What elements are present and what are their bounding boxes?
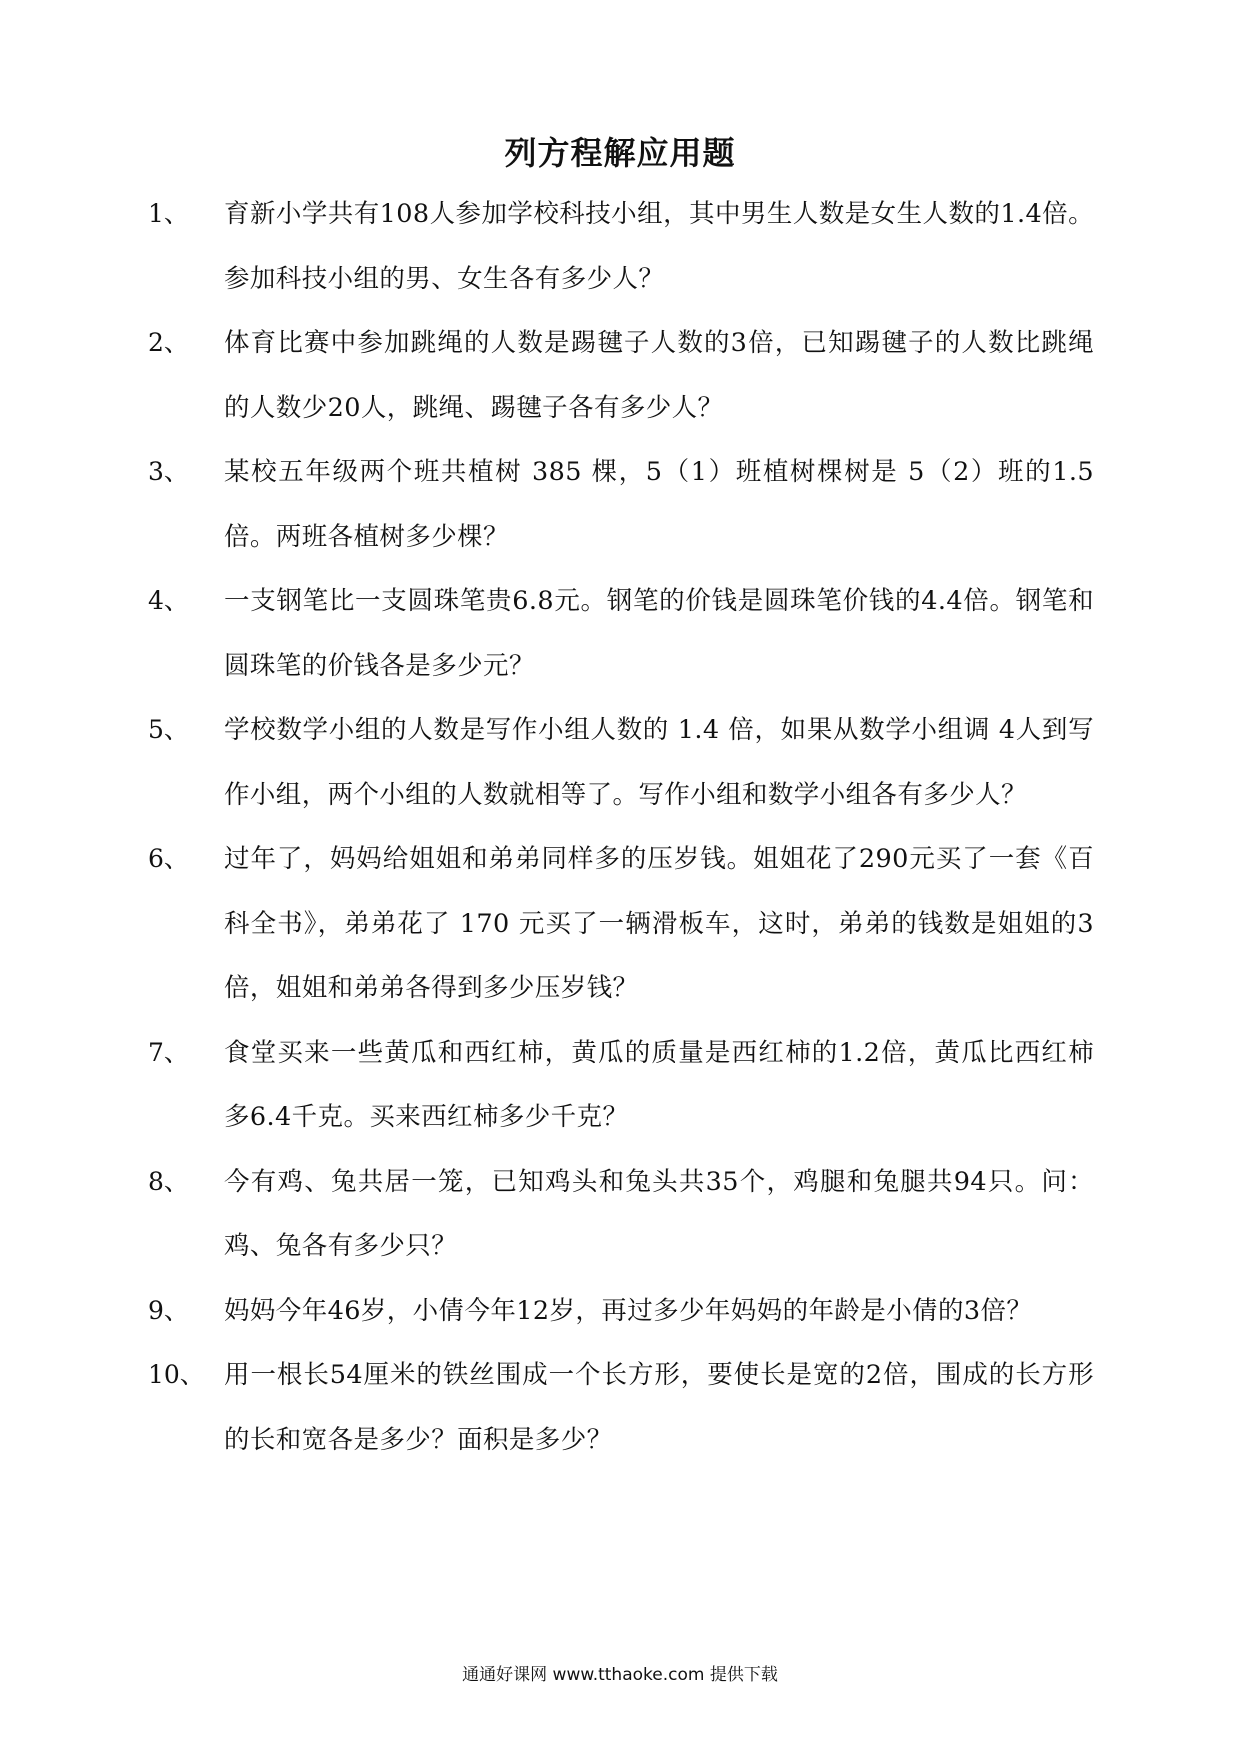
footer-source-note: 通通好课网 www.tthaoke.com 提供下载: [462, 1665, 778, 1685]
problem-text: 用一根长54厘米的铁丝围成一个长方形，要使长是宽的2倍，围成的长方形的长和宽各是多少？面积是多少？: [224, 1360, 1094, 1455]
problem-text: 妈妈今年46岁，小倩今年12岁，再过多少年妈妈的年龄是小倩的3倍？: [224, 1295, 1033, 1326]
problem-number: 4、: [148, 586, 189, 615]
problem-number: 3、: [148, 457, 189, 486]
problem-text: 一支钢笔比一支圆珠笔贵6.8元。钢笔的价钱是圆珠笔价钱的4.4倍。钢笔和圆珠笔的价钱各是多少元？: [224, 586, 1094, 681]
problem-text: 学校数学小组的人数是写作小组人数的 1.4 倍，如果从数学小组调 4人到写作小组，两个小组的人数就相等了。写作小组和数学小组各有多少人？: [224, 715, 1094, 810]
problem-number: 7、: [148, 1037, 189, 1067]
problem-item: [0, 440, 1240, 569]
problem-item: [0, 311, 1240, 440]
problem-number: 9、: [148, 1295, 189, 1325]
problem-item: [0, 182, 1240, 311]
problem-number: 2、: [148, 328, 189, 357]
problem-item: [0, 1343, 1240, 1472]
problem-item: [0, 698, 1240, 827]
problem-number: 5、: [148, 715, 189, 744]
problem-text: 某校五年级两个班共植树 385 棵，5（1）班植树棵树是 5（2）班的1.5倍。两班各植树多少棵？: [224, 457, 1094, 552]
problem-text: 过年了，妈妈给姐姐和弟弟同样多的压岁钱。姐姐花了290元买了一套《百科全书》，弟弟花了 170 元买了一辆滑板车，这时，弟弟的钱数是姐姐的3倍，姐姐和弟弟各得到多少压岁钱？: [224, 844, 1094, 1003]
problem-number: 6、: [148, 844, 189, 873]
problem-number: 10、: [148, 1360, 205, 1389]
page-title: 列方程解应用题: [504, 134, 736, 172]
problem-list: [0, 182, 1240, 1472]
problem-item: [0, 569, 1240, 698]
problem-number: 8、: [148, 1166, 189, 1196]
problem-item: [0, 827, 1240, 1021]
problem-text: 育新小学共有108人参加学校科技小组，其中男生人数是女生人数的1.4倍。参加科技小组的男、女生各有多少人？: [224, 199, 1094, 294]
problem-text: 体育比赛中参加跳绳的人数是踢毽子人数的3倍，已知踢毽子的人数比跳绳的人数少20人，跳绳、踢毽子各有多少人？: [224, 328, 1094, 423]
problem-text: 食堂买来一些黄瓜和西红柿，黄瓜的质量是西红柿的1.2倍，黄瓜比西红柿多6.4千克。买来西红柿多少千克？: [224, 1037, 1094, 1132]
problem-item: [0, 1021, 1240, 1150]
problem-number: 1、: [148, 199, 189, 228]
problem-item: [0, 1279, 1240, 1344]
problem-text: 今有鸡、兔共居一笼，已知鸡头和兔头共35个，鸡腿和兔腿共94只。问：鸡、兔各有多少只？: [224, 1166, 1094, 1261]
problem-item: [0, 1150, 1240, 1279]
